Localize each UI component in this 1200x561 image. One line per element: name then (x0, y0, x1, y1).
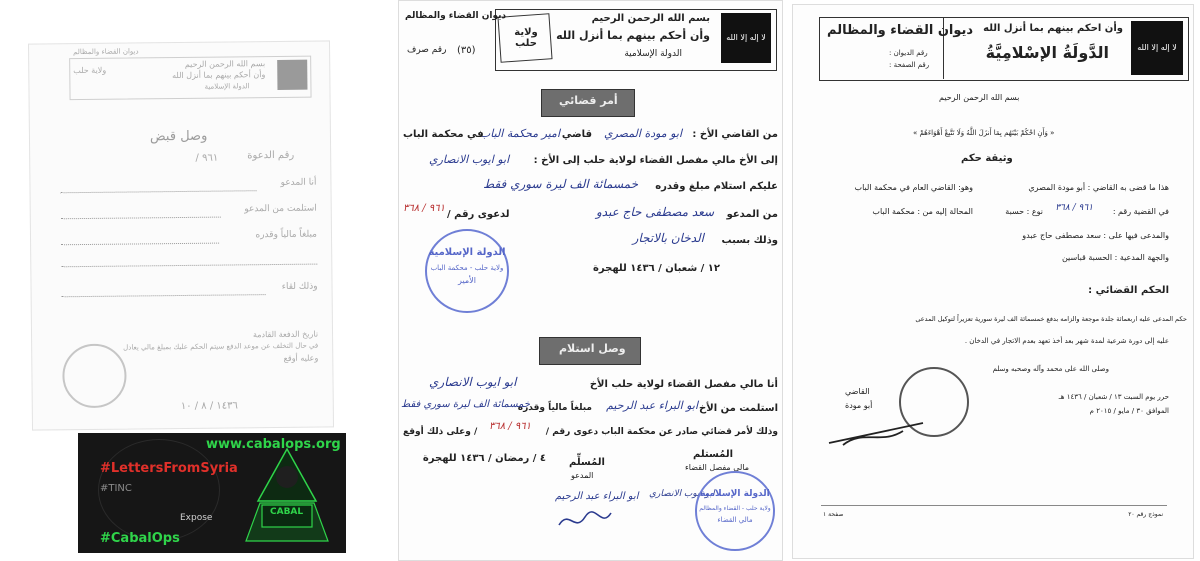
receipt-line-1-receiver: ابو ايوب الانصاري (429, 375, 517, 389)
order-line-3-amount: خمسمائة الف ليرة سوري فقط (483, 177, 638, 191)
is-flag-logo-icon: لا إله إلا الله (721, 13, 771, 63)
receipt-line-2-payer: ابو البراء عبد الرحيم (606, 399, 698, 412)
right-row-4: والجهة المدعية : الحسبة قباسين (1061, 253, 1169, 262)
order-line-1-judge: ابو مودة المصري (603, 127, 682, 140)
right-closing: وصلى الله على محمد وآله وصحبه وسلم (992, 365, 1109, 373)
receipt-line-2-mid: مبلغاً مالياً وقدره (517, 403, 592, 413)
order-line-5-reason: الدخان بالاتجار (632, 231, 704, 245)
payer-signature-label: المُسلِّم (569, 457, 605, 468)
receiver-signature-label: المُستلم (693, 449, 734, 460)
right-row-1b: وهو: القاضي العام في محكمة الباب (854, 183, 973, 192)
receiver-signature-name: ابو ايوب الانصاري (649, 489, 715, 499)
left-footer-3: وعليه أوقع (283, 353, 319, 363)
middle-document-page (398, 0, 783, 561)
middle-header-state: الدولة الإسلامية (624, 49, 682, 59)
order-line-4-case-number: ٩٦١ / ٣٦٨ (403, 203, 445, 214)
order-line-3-label: عليكم استلام مبلغ وقدره (655, 181, 778, 192)
right-row-1a: هذا ما قضى به القاضي : أبو مودة المصري (1028, 183, 1169, 192)
middle-number-label: رقم صرف (407, 45, 447, 55)
right-header-verse: وأن احكم بينهم بما أنزل الله (983, 23, 1123, 34)
left-line-4: وذلك لقاء (281, 281, 318, 292)
right-row-2c: المحالة إليه من : محكمة الباب (872, 207, 973, 216)
right-footer: نموذج رقم ٢٠ (1128, 511, 1163, 518)
left-doc-title: وصل قبض (149, 128, 208, 145)
receipt-line-3-end: / وعلى ذلك أوقع (403, 427, 478, 437)
banner-expose: Expose (180, 513, 213, 523)
banner-url: www.cabalops.org (206, 437, 341, 452)
left-header-court: ديوان القضاء والمظالم (73, 47, 139, 57)
receipt-line-2-amount: خمسمائة الف ليرة سوري فقط (401, 399, 531, 410)
right-ref-1: رقم الديوان : (889, 49, 928, 57)
left-footer-1: تاريخ الدفعة القادمة (252, 329, 319, 340)
middle-header-verse: وأن أحكم بينهم بما أنزل الله (556, 29, 710, 42)
banner-hashtag-tinc: #TINC (100, 483, 132, 494)
receipt-line-1-label: أنا مالي مفصل القضاء لولاية حلب الأخ (589, 379, 778, 390)
right-page-number: صفحة ١ (823, 511, 844, 518)
order-line-1-label: من القاضي الأخ : (692, 129, 778, 140)
left-line-1: أنا المدعو (280, 177, 317, 188)
right-doc-title: وثيقة حكم (961, 153, 1013, 164)
order-line-4-defendant: سعد مصطفى حاج عبدو (595, 205, 714, 219)
order-line-6-date: ١٢ / شعبان / ١٤٣٦ للهجرة (593, 263, 720, 274)
is-flag-logo-icon (277, 60, 307, 90)
left-header-wilaya: ولاية حلب (73, 65, 107, 76)
left-line-3: مبلغاً مالياً وقدره (255, 229, 318, 241)
order-line-2-label: إلى الأخ مالي مفصل القضاء لولاية حلب إلى الأخ : (533, 155, 778, 166)
judge-signature-scribble-icon (823, 415, 933, 451)
payer-signature-sub: المدعو (571, 471, 594, 480)
is-flag-logo-icon: لا إله إلا الله (1131, 21, 1183, 75)
left-document-page (28, 40, 334, 430)
order-line-4-label: من المدعو (726, 209, 778, 220)
order-line-1-title: امير محكمة الباب (479, 127, 560, 140)
right-ref-2: رقم الصفحة : (889, 61, 930, 69)
court-stamp-icon: الدولة الإسلامية ولاية حلب - محكمة الباب الأمير (425, 229, 509, 313)
verdict-line-2: عليه إلى دورة شرعية لمدة شهر بعد أخذ تعهد بعدم الاتجار في الدخان . (964, 337, 1169, 345)
right-basmala: بسم الله الرحمن الرحيم (939, 93, 1020, 102)
verdict-line-1: حكم المدعى عليه اربعمائة جلدة موجعة والزامه بدفع خمسمائة الف ليرة سورية تعزيراً لتوكيل المدعى (915, 315, 1187, 323)
right-header-state: الدَّولَةُ الإسْلامِيَّةُ (985, 43, 1109, 62)
right-row-3: والمدعى فيها على : سعد مصطفى حاج عبدو (1022, 231, 1169, 240)
right-sign-title: القاضي (845, 387, 870, 396)
right-date-hijri: حرر يوم السبت ١٣ / شعبان / ١٤٣٦ هـ (1058, 393, 1169, 401)
middle-number-value: (٣٥) (457, 45, 476, 56)
order-line-2-recipient: ابو ايوب الانصاري (429, 153, 510, 166)
receipt-line-3-case-number: ٩٦١ / ٣٦٨ (489, 421, 531, 432)
banner-hashtag-letters: #LettersFromSyria (100, 461, 238, 476)
right-document-page (792, 4, 1194, 559)
order-line-5-label: وذلك بسبب (721, 235, 778, 246)
left-line-2: استلمت من المدعو (244, 203, 317, 215)
order-line-4-case-label: لدعوى رقم / (447, 209, 510, 220)
right-row-2a: في القضية رقم : (1112, 207, 1169, 216)
middle-header-wilaya: ولاية حلب (514, 27, 538, 49)
left-header-verse: وأن أحكم بينهم بما أنزل الله (172, 70, 266, 81)
left-header-state: الدولة الإسلامية (204, 82, 250, 91)
receipt-line-4-date: ٤ / رمضان / ١٤٣٦ للهجرة (422, 453, 546, 464)
receipt-line-3-label: وذلك لأمر قضائي صادر عن محكمة الباب دعوى رقم / (545, 427, 778, 437)
left-case-label: رقم الدعوة (247, 149, 295, 162)
middle-header-basmala: بسم الله الرحمن الرحيم (591, 13, 710, 24)
banner-hashtag-cabalops: #CabalOps (100, 531, 180, 546)
receipt-line-2-label: استلمت من الأخ (699, 403, 778, 414)
right-date-gregorian: الموافق ٣٠ / مايو / ٢٠١٥ م (1089, 407, 1169, 415)
payer-signature-name: ابو البراء عبد الرحيم (555, 491, 639, 502)
cabalops-banner (78, 433, 346, 553)
finance-stamp-icon: الدولة الإسلامية ولاية حلب - القضاء والمظالم مالي القضاء (695, 471, 775, 551)
order-title: أمر قضائي (559, 94, 618, 107)
receipt-title: وصل استلام (559, 342, 626, 355)
middle-header-court: ديوان القضاء والمظالم (405, 11, 507, 21)
order-line-1-court: في محكمة الباب (403, 129, 484, 140)
left-footer-2: في حال التخلف عن موعد الدفع سيتم الحكم عليك بمبلغ مالي يعادل (123, 341, 319, 352)
right-quote: « وَأَنِ احْكُمْ بَيْنَهُم بِمَا أَنزَلَ اللَّهُ وَلَا تَتَّبِعْ أَهْوَاءَهُمْ » (913, 129, 1055, 137)
right-row-2b: نوع : حسبة (1005, 207, 1043, 216)
left-date: ١٤٣٦ / ٨ / ١٠ (180, 400, 238, 413)
right-row-2-case-number: ٩٦١ / ٣٦٨ (1055, 203, 1093, 213)
right-footer-line (821, 505, 1167, 506)
right-header-court: ديوان القضاء والمظالم (827, 23, 974, 38)
left-stamp-icon (62, 344, 127, 409)
order-line-1-mid: قاضي (561, 129, 592, 140)
hooded-figure-icon (228, 441, 346, 553)
banner-cabal-label: CABAL (270, 507, 304, 517)
receiver-signature-sub: مالي مفصل القضاء (685, 463, 750, 472)
verdict-title: الحكم القضائي : (1088, 285, 1169, 296)
left-case-number: ٩٦١ / (195, 152, 219, 164)
left-header-basmala: بسم الله الرحمن الرحيم (184, 59, 266, 69)
right-sign-name: أبو مودة (845, 401, 873, 410)
payer-signature-scribble-icon (555, 505, 615, 535)
